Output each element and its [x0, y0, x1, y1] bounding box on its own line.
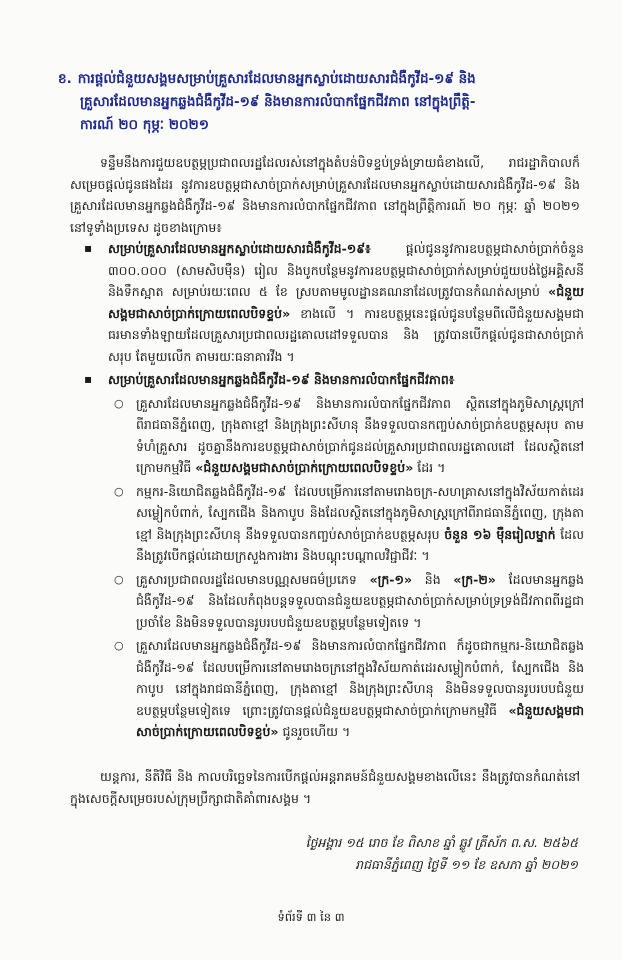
sub-3-mid: និង: [412, 571, 454, 587]
heading-line-1: ការផ្តល់ជំនួយសង្គមសម្រាប់គ្រួសារដែលមានអ្នកស្លាប់ដោយសារជំងឺកូវីដ-១៩ និង: [77, 71, 476, 87]
bullet-1-tail: ខាងលើ ។ ការឧបត្ថម្ភនេះផ្តល់ជូនបន្ថែមពីលើជំនួយសង្គមជាធរមានទាំងឡាយដែលគ្រួសារប្រជាពលរដ្ឋគោលដៅទទួលបាន និង ត្រូវបានបើកផ្តល់ជូនជាសាច់ប្រាក់សរុប តែមួយលើក តាមរយៈធនាគារវីង ។: [108, 305, 584, 364]
sub-3-code-1: «ក្រ-១»: [369, 571, 413, 587]
sub-4-tail: ជូនរួចហើយ ។: [278, 724, 351, 739]
sub-list: [108, 393, 584, 743]
sub-item-outside-capital: [108, 393, 584, 479]
solar-date: រាជធានីភ្នំពេញ ថ្ងៃទី ១១ ខែ ឧសភា ឆ្នាំ ២០២១: [355, 857, 578, 872]
bullet-infected-households: [70, 369, 584, 743]
section-number: ខ.: [58, 71, 72, 87]
sub-item-capital-households: [108, 635, 584, 743]
sub-4-text: គ្រួសារដែលមានអ្នកឆ្លងជំងឺកូវីដ-១៩ និងមានការលំបាកផ្នែកជីវភាព ក៏ដូចជាកម្មករ-និយោជិតឆ្លងជំងឺកូវីដ-១៩ ដែលបម្រើការនៅតាមរោងចក្រនៅក្នុងវិស័យកាត់ដេរសម្លៀកបំពាក់, ស្បែកជើង និងកាបូប នៅក្នុងរាជធានីភ្នំពេញ, ក្រុងតាខ្មៅ និងក្រុងព្រះសីហនុ និងមិនទទួលបានរូបរបបជំនួយឧបត្ថម្ភបន្ថែមទៀតទេ ព្រោះត្រូវបានផ្តល់ជំនួយឧបត្ថម្ភជាសាច់ប្រាក់ក្រោមកម្មវិធី: [136, 638, 584, 718]
sub-1-text: គ្រួសារដែលមានអ្នកឆ្លងជំងឺកូវីដ-១៩ និងមានការលំបាកផ្នែកជីវភាព ស្ថិតនៅក្នុងភូមិសាស្ត្រក្រៅពីរាជធានីភ្នំពេញ, ក្រុងតាខ្មៅ និងក្រុងព្រះសីហនុ នឹងទទួលបានកញ្ចប់សាច់ប្រាក់ឧបត្ថម្ភសរុប តាមទំហំគ្រួសារ ដូចគ្នានឹងការឧបត្ថម្ភជាសាច់ប្រាក់ជូនដល់គ្រួសារប្រជាពលរដ្ឋគោលដៅ ដែលស្ថិតនៅក្រោមកម្មវិធី: [136, 395, 584, 475]
sub-2-text: កម្មករ-និយោជិតឆ្លងជំងឺកូវីដ-១៩ ដែលបម្រើការនៅតាមរោងចក្រ-សហគ្រាសនៅក្នុងវិស័យកាត់ដេរសម្លៀកបំពាក់, ស្បែកជើង និងកាបូប និងដែលស្ថិតនៅក្នុងភូមិសាស្ត្រក្រៅពីរាជធានីភ្នំពេញ, ក្រុងតាខ្មៅ និងក្រុងព្រះសីហនុ នឹងទទួលបានកញ្ចប់សាច់ប្រាក់ឧបត្ថម្ភសរុប: [136, 483, 584, 542]
date-block: [306, 832, 578, 876]
sub-item-equity-card-holders: [108, 569, 584, 634]
sub-3-tail: ដែលមានអ្នកឆ្លងជំងឺកូវីដ-១៩ និងដែលកំពុងបន្តទទួលបានជំនួយឧបត្ថម្ភជាសាច់ប្រាក់សម្រាប់ទ្រទ្រង់ជីវភាពពីរដ្ឋជាប្រចាំខែ និងមិនទទួលបានរូបរបបជំនួយឧបត្ថម្ភបន្ថែមទៀតទេ ។: [136, 571, 584, 630]
lunar-date: ថ្ងៃអង្គារ ១៥ រោច ខែ ពិសាខ ឆ្នាំ ឆ្លូវ ត្រីស័ក ព.ស. ២៥៦៥: [305, 835, 578, 850]
sub-2-tail: ដែលនឹងត្រូវបើកផ្តល់ដោយក្រសួងការងារ និងបណ្តុះបណ្តាលវិជ្ជាជីវៈ ។: [136, 526, 584, 563]
heading-line-3: ការណ៍ ២០ កុម្ភៈ ២០២១: [80, 117, 209, 133]
bullet-deceased-households: [70, 238, 584, 367]
bullet-2-lead: សម្រាប់គ្រួសារដែលមានអ្នកឆ្លងជំងឺកូវីដ-១៩ និងមានការលំបាកផ្នែកជីវភាព៖: [108, 372, 455, 387]
sub-3-code-2: «ក្រ-២»: [453, 571, 496, 587]
sub-1-program: «ជំនួយសង្គមជាសាច់ប្រាក់ក្រោយពេលបិទខ្ទប់»: [195, 460, 414, 475]
sub-1-tail: ដែរ ។: [413, 460, 446, 475]
bullet-1-text: ផ្តល់ជូននូវការឧបត្ថម្ភជាសាច់ប្រាក់ចំនួន ៣០០.០០០ (សាមសិបម៉ឺន) រៀល និងបូកបន្ថែមនូវការឧបត្ថម្ភជាសាច់ប្រាក់សម្រាប់ជួយបង់ថ្លៃអគ្គិសនី និងទឹកស្អាត សម្រាប់រយៈពេល ៥ ខែ ស្របតាមមូលដ្ឋានគណនាដែលត្រូវបានកំណត់សម្រាប់: [108, 241, 584, 299]
bullet-1-program: «ជំនួយសង្គមជាសាច់ប្រាក់ក្រោយពេលបិទខ្ទប់»: [108, 284, 584, 321]
section-heading: [58, 68, 578, 137]
assistance-list: [70, 238, 584, 745]
bullet-1-lead: សម្រាប់គ្រួសារដែលមានអ្នកស្លាប់ដោយសារជំងឺកូវីដ-១៩៖: [108, 241, 371, 256]
sub-item-factory-workers: [108, 481, 584, 567]
page-number: ទំព័រទី ៣ នៃ ៣: [277, 910, 345, 924]
sub-3-text: គ្រួសារប្រជាពលរដ្ឋដែលមានបណ្ណសមធម៌ប្រភេទ: [136, 571, 370, 587]
heading-line-2: គ្រួសារដែលមានអ្នកឆ្លងជំងឺកូវីដ-១៩ និងមានការលំបាកផ្នែកជីវភាព នៅក្នុងព្រឹត្តិ-: [80, 94, 476, 110]
closing-paragraph: យន្តការ, នីតិវិធី និង កាលបរិច្ឆេទនៃការបើកផ្តល់អន្តរាគមន៍ជំនួយសង្គមខាងលើនេះ នឹងត្រូវបានកំណត់នៅក្នុងសេចក្តីសម្រេចរបស់ក្រុមប្រឹក្សាជាតិគាំពារសង្គម ។: [70, 769, 580, 806]
sub-4-program: «ជំនួយសង្គមជាសាច់ប្រាក់ក្រោយពេលបិទខ្ទប់»: [136, 702, 584, 739]
intro-paragraph: ទន្ទឹមនឹងការជួយឧបត្ថម្ភប្រជាពលរដ្ឋដែលរស់នៅក្នុងតំបន់បិទខ្ទប់ទ្រង់ទ្រាយធំខាងលើ, រាជរដ្ឋាភិបាលក៏សម្រេចផ្តល់ជូនផងដែរ នូវការឧបត្ថម្ភជាសាច់ប្រាក់សម្រាប់គ្រួសារដែលមានអ្នកស្លាប់ដោយសារជំងឺកូវីដ-១៩ និង គ្រួសារដែលមានអ្នកឆ្លងជំងឺកូវីដ-១៩ និងមានការលំបាកផ្នែកជីវភាព នៅក្នុងព្រឹត្តិការណ៍ ២០ កុម្ភៈ ឆ្នាំ ២០២១ នៅទូទាំងប្រទេស ដូចខាងក្រោម៖: [70, 155, 580, 235]
sub-2-amount: ចំនួន ១៦ ម៉ឺនរៀលម្នាក់: [444, 526, 556, 542]
